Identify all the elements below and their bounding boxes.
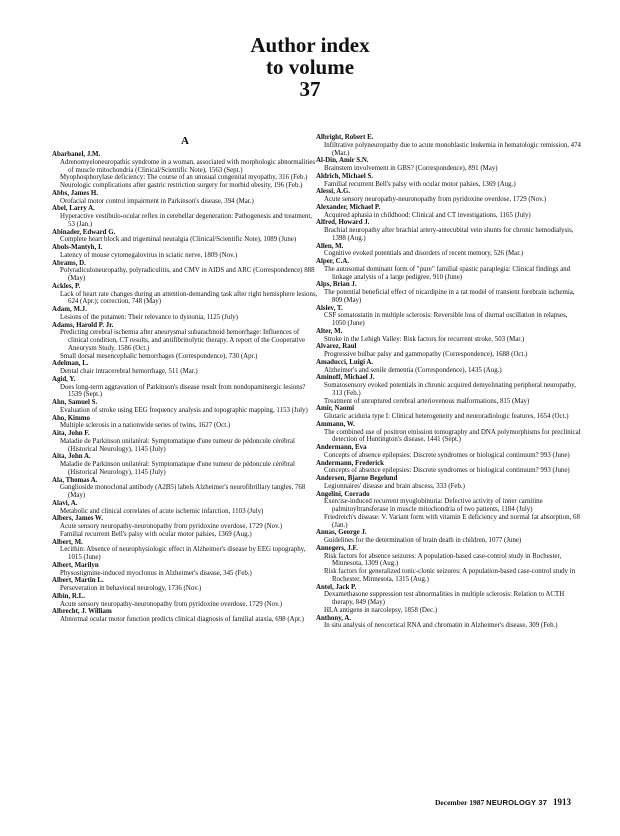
author-name: Albert, Marilyn: [52, 561, 99, 569]
article-reference-text: Familial recurrent Bell's palsy with ocular motor palsies, 1369 (Aug.): [60, 530, 252, 538]
index-entry: [52, 283, 318, 306]
author-name: Adelman, L.: [52, 360, 89, 368]
author-name: Abarbanel, J.M.: [52, 151, 101, 158]
article-reference: [316, 367, 582, 375]
section-letter: A: [181, 135, 189, 147]
title-line-3: 37: [299, 77, 321, 101]
article-reference-text: HLA antigens in narcolepsy, 1858 (Dec.): [324, 606, 438, 614]
author-name: Andersen, Bjarne Begelund: [316, 475, 398, 482]
article-reference-text: Acquired aphasia in childhood: Clinical and CT investigations, 1165 (July): [324, 211, 531, 219]
article-reference: [52, 291, 318, 307]
article-reference: [316, 429, 582, 445]
author-name: Al-Din, Amir S.N.: [316, 157, 369, 165]
index-entry: [316, 374, 582, 405]
index-entry: [316, 204, 582, 220]
article-reference: [316, 250, 582, 258]
index-entry: [52, 229, 318, 245]
author-name: Annas, George J.: [316, 529, 367, 537]
article-reference: [316, 553, 582, 569]
article-reference-text: Dexamethasone suppression test abnormalities in multiple sclerosis: Relation to ACTH therapy, 849 (May): [324, 591, 565, 606]
author-name: Alavi, A.: [52, 499, 78, 507]
index-entry: [316, 421, 582, 444]
article-reference: [52, 523, 318, 531]
article-reference: [316, 498, 582, 514]
article-reference: [316, 312, 582, 328]
author-name: Albrecht, J. William: [52, 608, 112, 616]
author-name: Abrams, D.: [52, 259, 86, 267]
index-entry: [52, 500, 318, 516]
author-name: Alvarez, Raul: [316, 343, 357, 351]
author-name: Aita, John A.: [52, 453, 91, 461]
article-reference: [52, 314, 318, 322]
article-reference: [316, 181, 582, 189]
footer-page-number: 1913: [553, 797, 571, 807]
article-reference-text: Physostigmine-induced myoclonus in Alzheimer's disease, 345 (Feb.): [60, 569, 252, 577]
article-reference: [316, 413, 582, 421]
article-reference-text: Orofacial motor control impairment in Parkinson's disease, 394 (Mar.): [60, 197, 254, 205]
article-reference-text: Alzheimer's and senile dementia (Correspondence), 1435 (Aug.): [324, 366, 502, 374]
article-reference: [52, 213, 318, 229]
index-entry: [316, 134, 582, 157]
article-reference-text: The combined use of positron emission tomography and DNA polymorphisms for preclinical detection of Huntington's disease, 1441 (Sept.): [324, 428, 581, 444]
author-name: Anthony, A.: [316, 614, 352, 622]
index-entry: [52, 515, 318, 538]
article-reference-text: Concepts of absence epilepsies: Discrete syndromes or biological continuum? 993 (June): [324, 467, 570, 475]
index-entry: [52, 190, 318, 206]
index-entry: [316, 157, 582, 173]
article-reference-text: Maladie de Parkinson unilatéral: Symptomatique d'une tumeur de pédoncule cérébral (Historical Neurology), 1145 (July): [60, 461, 295, 476]
article-reference-text: Acute sensory neuropathy-neuronopathy from pyridoxine overdose, 1729 (Nov.): [60, 600, 283, 608]
index-entry: [316, 305, 582, 328]
article-reference-text: Perseveration in behavioral neurology, 1736 (Nov.): [60, 585, 202, 592]
index-entry: [316, 584, 582, 615]
article-reference-text: Treatment of unruptured cerebral arteriovenous malformations, 815 (May): [324, 397, 530, 405]
article-reference: [316, 467, 582, 475]
index-entry: [316, 460, 582, 476]
article-reference: [52, 508, 318, 516]
author-name: Albers, James W.: [52, 515, 103, 523]
author-name: Aldrich, Michael S.: [316, 172, 374, 180]
article-reference-text: Glutaric aciduria type I: Clinical heterogeneity and neuroradiologic features, 1654 (Oct.): [324, 413, 569, 420]
index-entry: [52, 593, 318, 609]
article-reference-text: Maladie de Parkinson unilatéral: Symptomatique d'une tumeur de pédoncule cérébral (Historical Neurology), 1145 (July): [60, 437, 295, 453]
author-name: Amir, Naomi: [316, 405, 355, 413]
author-name: Alfred, Howard J.: [316, 219, 370, 227]
article-reference: [52, 252, 318, 260]
article-reference: [52, 407, 318, 415]
author-name: Abel, Larry A.: [52, 205, 95, 213]
article-reference: [316, 514, 582, 530]
article-reference: [52, 585, 318, 593]
article-reference: [316, 568, 582, 584]
article-reference-text: Metabolic and clinical correlates of acute ischemic infarction, 1103 (July): [60, 507, 264, 515]
article-reference-text: Legionnaires' disease and brain abscess, 333 (Feb.): [324, 482, 465, 490]
article-reference: [316, 227, 582, 243]
author-name: Albright, Robert E.: [316, 134, 374, 141]
index-entry: [316, 219, 582, 242]
article-reference-text: Progressive bulbar palsy and gammopathy (Correspondence), 1688 (Oct.): [324, 351, 528, 358]
article-reference: [52, 384, 318, 400]
article-reference-text: Somatosensory evoked potentials in chronic acquired demyelinating peripheral neuropathy, 313 (Feb.): [324, 382, 576, 397]
index-entry: [316, 491, 582, 530]
article-reference: [316, 622, 582, 630]
article-reference: [52, 368, 318, 376]
article-reference-text: Ganglioside monoclonal antibody (A2B5) labels Alzheimer's neurofibrillary tangles, 768 (May): [60, 484, 306, 499]
article-reference-text: Concepts of absence epilepsies: Discrete syndromes or biological continuum? 993 (June): [324, 451, 570, 459]
article-reference-text: Abnormal ocular motor function predicts clinical diagnosis of familial ataxia, 698 (Apr.): [60, 616, 304, 623]
article-reference-text: Complete heart block and trigeminal neuralgia (Clinical/Scientific Note), 1089 (June): [60, 236, 297, 244]
author-name: Annegers, J.F.: [316, 544, 358, 552]
index-entry: [52, 205, 318, 228]
article-reference: [52, 422, 318, 430]
author-name: Agid, Y.: [52, 375, 76, 383]
article-reference: [316, 196, 582, 204]
left-column: [52, 134, 318, 624]
article-reference: [316, 336, 582, 344]
author-name: Aita, John F.: [52, 430, 90, 437]
author-name: Amaducci, Luigi A.: [316, 358, 374, 366]
article-reference: [52, 198, 318, 206]
article-reference: [316, 351, 582, 359]
article-reference-text: Stroke in the Lehigh Valley: Risk factors for recurrent stroke, 503 (Mar.): [324, 335, 525, 343]
article-reference-text: Familial recurrent Bell's palsy with ocular motor palsies, 1369 (Aug.): [324, 180, 516, 188]
index-entry: [316, 475, 582, 491]
page-footer: [435, 797, 571, 807]
right-column: [316, 134, 582, 630]
article-reference-text: Friedreich's disease: V. Variant form with vitamin E deficiency and normal fat absorption, 68 (Jan.): [324, 513, 580, 529]
index-entry: [52, 322, 318, 361]
article-reference: [52, 484, 318, 500]
right-entries: [316, 134, 582, 630]
index-entry: [52, 244, 318, 260]
index-entry: [316, 405, 582, 421]
index-entry: [52, 539, 318, 562]
index-entry: [316, 258, 582, 281]
article-reference-text: Myophosphorylase deficiency: The course of an unusual congenital myopathy, 316 (Feb.): [60, 174, 308, 182]
article-reference: [52, 601, 318, 609]
article-reference-text: Guidelines for the determination of brain death in children, 1077 (June): [324, 537, 522, 544]
author-name: Ala, Thomas A.: [52, 476, 98, 484]
article-reference: [52, 236, 318, 244]
article-reference: [52, 461, 318, 477]
index-entry: [316, 173, 582, 189]
index-entry: [52, 477, 318, 500]
article-reference: [316, 537, 582, 545]
index-entry: [52, 577, 318, 593]
author-name: Alps, Brian J.: [316, 281, 357, 289]
article-reference-text: Adrenomyeloneuropathic syndrome in a woman, associated with morphologic abnormalities of muscle mitochondria (Clinical/Scientific Note), 1563 (Sept.): [60, 158, 316, 174]
left-entries: [52, 151, 318, 624]
article-reference: [52, 174, 318, 182]
author-name: Alper, C.A.: [316, 258, 350, 265]
article-reference-text: The autosomal dominant form of "pure" familial spastic paraplegia: Clinical findings and linkage analysis of a large pedigree, 910 (June): [324, 265, 571, 281]
article-reference-text: Does long-term aggravation of Parkinson's disease result from nondopaminergic lesions? 1539 (Sept.): [60, 383, 306, 399]
article-reference-text: Evaluation of stroke using EEG frequency analysis and topographic mapping, 1153 (July): [60, 406, 308, 414]
author-name: Albert, M.: [52, 538, 83, 546]
article-reference-text: Infiltrative polyneuropathy due to acute monoblastic leukemia in hematologic remission, 474 (Mar.): [324, 141, 581, 157]
index-entry: [52, 430, 318, 453]
article-reference: [316, 382, 582, 398]
article-reference-text: Cognitive evoked potentials and disorders of recent memory, 526 (Mar.): [324, 250, 524, 258]
author-name: Ackles, P.: [52, 282, 81, 290]
index-entry: [52, 306, 318, 322]
index-entry: [316, 529, 582, 545]
article-reference: [52, 531, 318, 539]
article-reference-text: Neurologic complications after gastric restriction surgery for morbid obesity, 196 (Feb.): [60, 182, 303, 189]
article-reference-text: Dental chair intracerebral hemorrhage, 511 (Mar.): [60, 368, 198, 375]
index-entry: [52, 415, 318, 431]
author-name: Aho, Kimmo: [52, 414, 90, 422]
author-name: Alessi, A.G.: [316, 188, 351, 196]
article-reference-text: Lack of heart rate changes during an attention-demanding task after right hemisphere lesions, 624 (Apr.); correction, 748 (May): [60, 290, 318, 306]
article-reference: [316, 289, 582, 305]
article-reference-text: Polyradiculoneuropathy, polyradiculitis, and CMV in AIDS and ARC (Correspondence) 888 (May): [60, 267, 315, 282]
index-entry: [316, 444, 582, 460]
author-name: Antel, Jack P.: [316, 583, 357, 591]
article-reference-text: In situ analysis of neocortical RNA and chromatin in Alzheimer's disease, 309 (Feb.): [324, 622, 558, 630]
author-name: Ammann, W.: [316, 420, 355, 428]
article-reference-text: Risk factors for generalized tonic-clonic seizures: A population-based case-control study in Rochester, Minnesota, 1315 (Aug.): [324, 568, 576, 583]
article-reference: [316, 591, 582, 607]
index-entry: [316, 343, 582, 359]
article-reference: [52, 159, 318, 175]
index-entry: [52, 453, 318, 476]
article-reference-text: The potential beneficial effect of nicardipine in a rat model of transient forebrain ischemia, 809 (May): [324, 289, 575, 304]
title-line-2: to volume: [265, 55, 355, 79]
index-entry: [52, 376, 318, 399]
article-reference: [316, 398, 582, 406]
author-name: Ahn, Samuel S.: [52, 399, 98, 406]
article-reference: [316, 607, 582, 615]
footer-journal: NEUROLOGY 37: [486, 798, 548, 807]
index-entry: [52, 562, 318, 578]
footer-date: December 1987: [435, 798, 485, 807]
article-reference: [52, 182, 318, 190]
author-name: Andermann, Eva: [316, 444, 367, 451]
article-reference-text: Acute sensory neuropathy-neuronopathy from pyridoxine overdose, 1729 (Nov.): [60, 523, 283, 530]
article-reference: [316, 212, 582, 220]
author-name: Abinader, Edward G.: [52, 228, 116, 236]
page-title: [0, 34, 620, 100]
article-reference: [52, 546, 318, 562]
article-reference-text: Lecithin: Absence of neurophysiologic effect in Alzheimer's disease by EEG topography, 1015 (June): [60, 546, 306, 561]
author-name: Angelini, Corrado: [316, 490, 370, 498]
index-entry: [52, 260, 318, 283]
article-reference-text: Latency of mouse cytomegalovirus in sciatic nerve, 1809 (Nov.): [60, 251, 238, 259]
author-name: Alter, M.: [316, 327, 343, 335]
title-line-1: Author index: [250, 33, 370, 57]
article-reference-text: Predicting cerebral ischemia after aneurysmal subarachnoid hemorrhage: Influences of clinical condition, CT results, and antifibrinolytic therapy. A report of the Cooperative Aneurysm Study, 1586 (Oct.): [60, 329, 306, 352]
article-reference-text: Lesions of the putamen: Their relevance to dystonia, 1125 (July): [60, 313, 238, 321]
article-reference: [52, 353, 318, 361]
article-reference-text: Exercise-induced recurrent myoglobinuria: Defective activity of inner carnitine palmitoyltransferase in muscle mitochondria of two patients, 1184 (July): [324, 498, 543, 513]
index-entry: [316, 615, 582, 631]
article-reference: [316, 142, 582, 158]
index-entry: [316, 328, 582, 344]
index-entry: [52, 360, 318, 376]
author-name: Alexander, Michael P.: [316, 203, 381, 211]
index-entry: [52, 608, 318, 624]
author-name: Abbs, James H.: [52, 189, 98, 197]
author-name: Aminoff, Michael J.: [316, 374, 375, 382]
article-reference: [316, 266, 582, 282]
index-entry: [316, 545, 582, 584]
article-reference: [316, 483, 582, 491]
article-reference-text: Brachial neuropathy after brachial artery-antecubital vein shunts for chronic hemodialysis, 1398 (Aug.): [324, 227, 574, 242]
article-reference-text: CSF somatostatin in multiple sclerosis: Reversible loss of diurnal oscillation in relapses, 1050 (June): [324, 312, 568, 327]
article-reference-text: Risk factors for absence seizures: A population-based case-control study in Rochester, Minnesota, 1309 (Aug.): [324, 552, 562, 568]
index-entry: [316, 359, 582, 375]
author-name: Allen, M.: [316, 242, 344, 250]
author-name: Abols-Mantyh, I.: [52, 244, 103, 251]
index-entry: [52, 399, 318, 415]
author-name: Alslev, T.: [316, 304, 343, 312]
article-reference-text: Multiple sclerosis in a nationwide series of twins, 1627 (Oct.): [60, 422, 231, 430]
index-entry: [316, 281, 582, 304]
article-reference: [52, 570, 318, 578]
index-entry: [52, 151, 318, 190]
article-reference: [52, 329, 318, 352]
article-reference: [52, 616, 318, 624]
article-reference-text: Brainstem involvement in GBS? (Correspondence), 891 (May): [324, 165, 498, 172]
index-entry: [316, 188, 582, 204]
author-name: Albin, R.L.: [52, 592, 85, 600]
author-name: Adams, Harold P. Jr.: [52, 321, 114, 329]
author-name: Albert, Martin L.: [52, 577, 104, 585]
author-name: Andermann, Frederick: [316, 459, 385, 467]
article-reference-text: Hyperactive vestibulo-ocular reflex in cerebellar degeneration: Pathogenesis and treatment, 53 (Jan.): [60, 213, 312, 228]
author-name: Adam, M.J.: [52, 306, 87, 313]
article-reference: [52, 267, 318, 283]
article-reference: [52, 438, 318, 454]
article-reference-text: Acute sensory neuropathy-neuronopathy from pyridoxine overdose, 1729 (Nov.): [324, 196, 547, 203]
article-reference: [316, 452, 582, 460]
article-reference: [316, 165, 582, 173]
index-entry: [316, 243, 582, 259]
article-reference-text: Small dorsal mesencephalic hemorrhages (Correspondence), 730 (Apr.): [60, 352, 258, 360]
